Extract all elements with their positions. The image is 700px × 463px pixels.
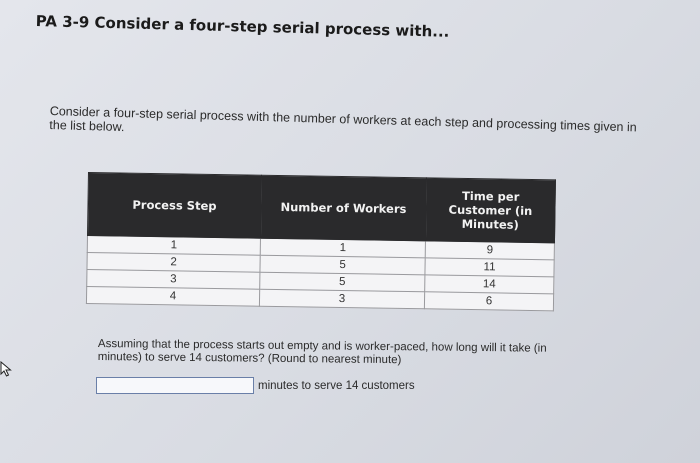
question-text: Assuming that the process starts out empty and is worker-paced, how long will it take (in minutes) to serve 14 customers? (Round to nearest minute) [97, 338, 547, 367]
table-header-row [88, 173, 556, 243]
column-header-time-per-customer: Time per Customer (in Minutes) [425, 178, 555, 243]
cell-process-step: 3 [87, 269, 260, 289]
page-title: PA 3-9 Consider a four-step serial process with... [35, 12, 450, 41]
cell-process-step: 1 [87, 236, 260, 256]
mouse-pointer-icon [0, 361, 14, 377]
process-table [86, 172, 556, 311]
answer-input[interactable] [96, 377, 254, 394]
column-header-process-step: Process Step [88, 173, 262, 239]
cell-process-step: 4 [86, 286, 259, 306]
cell-time-per-customer: 9 [425, 241, 554, 260]
cell-number-of-workers: 5 [260, 255, 425, 275]
column-header-number-of-workers: Number of Workers [260, 175, 426, 241]
answer-row [96, 377, 415, 394]
cell-time-per-customer: 6 [424, 292, 553, 311]
problem-intro: Consider a four-step serial process with the number of workers at each step and processing times given in the list below. [49, 104, 637, 135]
answer-unit-label: minutes to serve 14 customers [258, 379, 415, 392]
cell-time-per-customer: 14 [425, 275, 554, 294]
cell-number-of-workers: 1 [260, 238, 425, 258]
cell-time-per-customer: 11 [425, 258, 554, 277]
cell-number-of-workers: 5 [260, 272, 425, 292]
cell-number-of-workers: 3 [259, 289, 424, 309]
cell-process-step: 2 [87, 252, 260, 272]
process-table-container [86, 172, 556, 311]
